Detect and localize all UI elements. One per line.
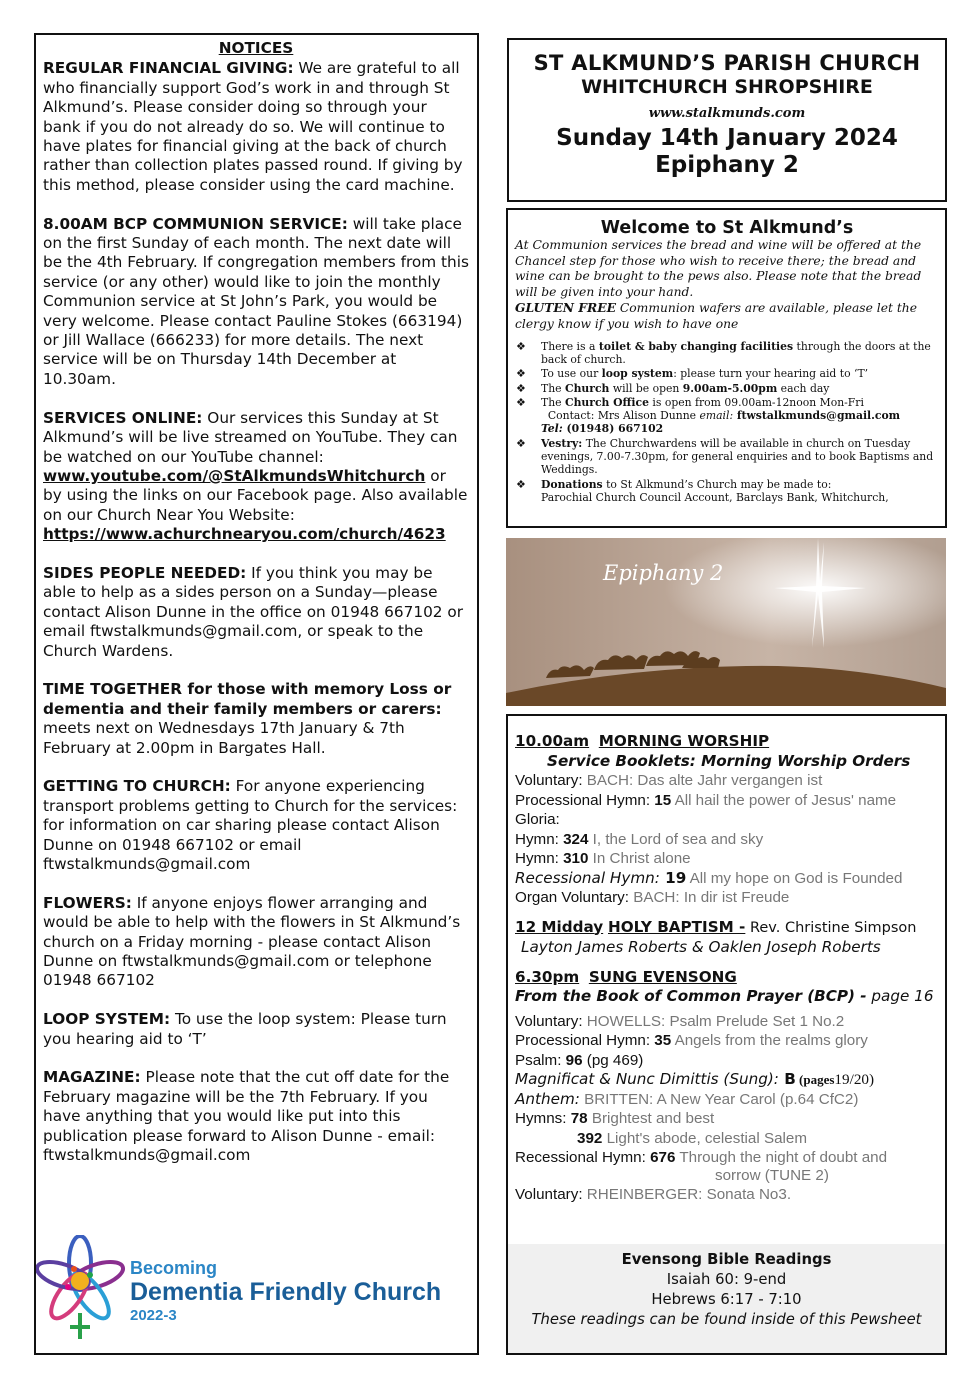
star-camels-illustration: [506, 538, 946, 706]
church-near-you-link[interactable]: https://www.achurchnearyou.com/church/4623: [43, 525, 446, 544]
mw-hymn-2: Hymn: 310 In Christ alone: [515, 850, 691, 867]
liturgical-occasion: Epiphany 2: [655, 152, 799, 178]
list-item-loop: ❖ To use our loop system: please turn your hearing aid to ‘T’: [515, 367, 939, 380]
list-item-vestry: ❖ Vestry: The Churchwardens will be available in church on Tuesday evenings, 7.00-7.30pm, for general enquiries and to book Baptisms and Weddings.: [515, 437, 939, 476]
dementia-friendly-logo: [36, 1235, 476, 1345]
logo-text: Becoming Dementia Friendly Church 2022-3: [130, 1258, 442, 1325]
mw-processional-hymn: Processional Hymn: 15 All hail the power of Jesus' name: [515, 791, 897, 809]
list-item-toilet: ❖ There is a toilet & baby changing facilities through the doors at the back of church.: [515, 340, 939, 366]
list-item-opening: ❖ The Church will be open 9.00am-5.00pm each day: [515, 382, 939, 395]
readings-title: Evensong Bible Readings: [621, 1251, 832, 1268]
morning-worship-booklet: Service Booklets: Morning Worship Orders: [547, 751, 911, 770]
list-item-office: ❖ The Church Office is open from 09.00am-12noon Mon-Fri Contact: Mrs Alison Dunne email: ftwstalkmunds@gmail.com Tel: (01948) 667102: [515, 396, 939, 435]
notice-services-online: SERVICES ONLINE: Our services this Sunday at St Alkmund’s will be live streamed on YouTube. They can be watched on our YouTube channel: www.youtube.com/@StAlkmundsWhitchurch or by using the links on our Facebook page. Also available on our Church Near You Website: https://www.achurchnearyou.com/church/4623: [43, 408, 468, 544]
welcome-intro: At Communion services the bread and wine will be offered at the Chancel step for those who wish to receive there; the bread and wine can be brought to the pews also. Please note that the bread will be given into your hand. GLUTEN FREE Communion wafers are available, please let the clergy know if you wish to have one: [515, 238, 922, 331]
flower-logo-icon: [36, 1235, 130, 1345]
mw-hymn-1: Hymn: 324 I, the Lord of sea and sky: [515, 830, 764, 848]
notice-magazine: MAGAZINE: Please note that the cut off date for the February magazine will be the 7th February. If you have anything that you would like put into this publication please forward to Alison Dunne - email: ftwstalkmunds@gmail.com: [43, 1068, 450, 1165]
notice-time-together: TIME TOGETHER for those with memory Loss or dementia and their family members or carers: meets next on Wednesdays 17th January & 7th February at 2.00pm in Bargates Hall.: [43, 680, 452, 757]
notices-title: NOTICES: [218, 39, 294, 57]
reading-2: Hebrews 6:17 - 7:10: [651, 1291, 802, 1308]
church-header: [507, 38, 947, 202]
evensong-book: From the Book of Common Prayer (BCP) - page 16: [515, 987, 934, 1005]
youtube-link[interactable]: www.youtube.com/@StAlkmundsWhitchurch: [43, 466, 426, 485]
ev-anthem: Anthem: BRITTEN: A New Year Carol (p.64 CfC2): [515, 1089, 859, 1108]
ev-magnificat: Magnificat & Nunc Dimittis (Sung): B (pages19/20): [515, 1070, 875, 1088]
ev-recessional-tune: sorrow (TUNE 2): [715, 1166, 829, 1184]
mw-organ-voluntary: Organ Voluntary: BACH: In dir ist Freude: [515, 889, 790, 906]
church-name: ST ALKMUND’S PARISH CHURCH: [533, 51, 921, 75]
welcome-title: Welcome to St Alkmund’s: [600, 218, 854, 238]
ev-psalm: Psalm: 96 (pg 469): [515, 1051, 644, 1069]
notice-bcp-communion: 8.00AM BCP COMMUNION SERVICE: will take place on the first Sunday of each month. The next date will be the 4th February. If congregation members from this service (or any other) would like to join the monthly Communion service at St John’s Park, you would be very welcome. Please contact Pauline Stokes (663194) or Jill Wallace (666233) for more details. The next service will be on Thursday 14th December at 10.30am.: [43, 214, 469, 388]
list-item-donations: ❖ Donations to St Alkmund’s Church may be made to: Parochial Church Council Account, Barclays Bank, Whitchurch,: [515, 478, 939, 504]
ev-hymns: Hymns: 78 Brightest and best: [515, 1110, 715, 1127]
church-location: WHITCHURCH SHROPSHIRE: [581, 76, 873, 98]
notice-flowers: FLOWERS: If anyone enjoys flower arranging and would be able to help with the flowers in St Alkmund’s church on a Friday morning - please contact Alison Dunne on ftwstalkmunds@gmail.com or telephone 01948 667102: [43, 893, 461, 990]
notice-loop-system: LOOP SYSTEM: To use the loop system: Please turn you hearing aid to ‘T’: [43, 1010, 447, 1048]
reading-1: Isaiah 60: 9-end: [666, 1271, 787, 1288]
notice-financial-giving: REGULAR FINANCIAL GIVING: We are grateful to all who financially support God’s work in and through St Alkmund’s. Please consider doing so through your bank if you do not already do so. We will continue to have plates for financial giving at the back of church rather than collection plates passed round. If giving by this method, please consider using the card machine.: [43, 59, 463, 194]
notice-sides-people: SIDES PEOPLE NEEDED: If you think you may be able to help as a sides person on a Sunday—please contact Alison Dunne in the office on 01948 667102 or email ftwstalkmunds@gmail.com, or speak to the Church Wardens.: [43, 563, 464, 660]
baptism-names: Layton James Roberts & Oaklen Joseph Roberts: [521, 938, 881, 956]
image-caption: Epiphany 2: [603, 561, 724, 585]
morning-worship-heading: 10.00am MORNING WORSHIP: [515, 732, 770, 750]
mw-recessional-hymn: Recessional Hymn: 19 All my hope on God is Founded: [515, 868, 903, 887]
services-panel: [506, 714, 947, 1355]
church-website[interactable]: www.stalkmunds.com: [648, 106, 806, 121]
welcome-info-list: [515, 340, 939, 504]
evensong-heading: 6.30pm SUNG EVENSONG: [515, 967, 737, 986]
bible-readings: [508, 1244, 945, 1353]
epiphany-image: [506, 538, 946, 706]
welcome-panel: [506, 208, 947, 528]
ev-voluntary: Voluntary: HOWELLS: Psalm Prelude Set 1 No.2: [515, 1012, 845, 1030]
mw-gloria: Gloria:: [515, 811, 560, 828]
readings-note: These readings can be found inside of this Pewsheet: [531, 1311, 922, 1328]
service-date: Sunday 14th January 2024: [556, 125, 898, 151]
baptism-heading: 12 Midday HOLY BAPTISM - Rev. Christine Simpson: [515, 917, 917, 936]
mw-voluntary: Voluntary: BACH: Das alte Jahr vergangen ist: [515, 772, 823, 789]
notice-getting-to-church: GETTING TO CHURCH: For anyone experiencing transport problems getting to Church for the services: for information on car sharing please contact Alison Dunne on 01948 667102 or email ftwstalkmunds@gmail.com: [43, 777, 458, 873]
ev-final-voluntary: Voluntary: RHEINBERGER: Sonata No3.: [515, 1186, 792, 1203]
ev-recessional-hymn: Recessional Hymn: 676 Through the night of doubt and: [515, 1149, 888, 1166]
ev-hymn-2: 392 Light's abode, celestial Salem: [577, 1129, 808, 1147]
ev-processional-hymn: Processional Hymn: 35 Angels from the realms glory: [515, 1032, 868, 1049]
notices-panel: [34, 33, 479, 1355]
